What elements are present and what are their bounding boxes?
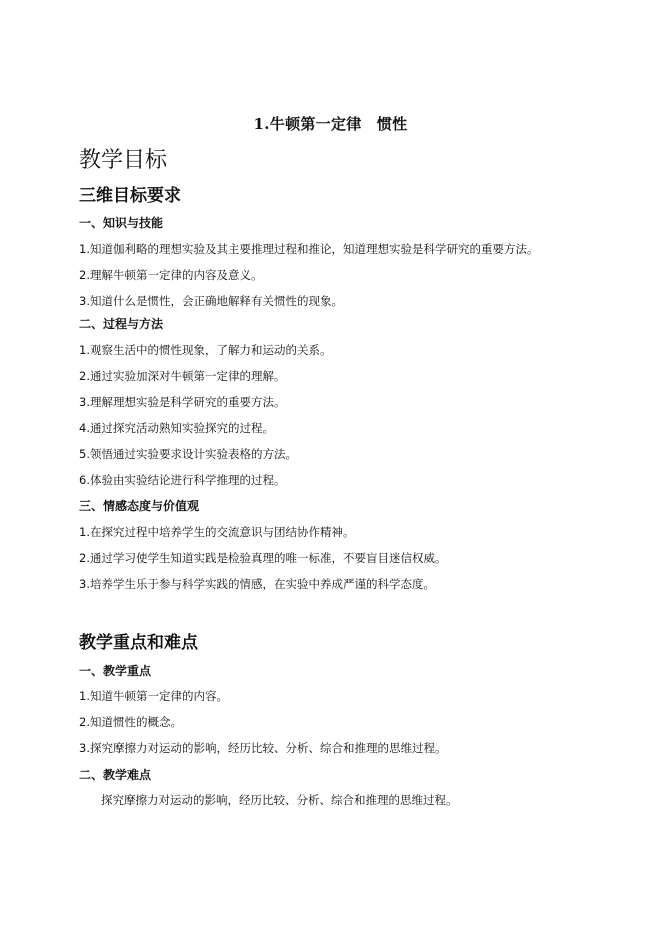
section-attitude-heading: 三、情感态度与价值观 [79,499,200,513]
list-item: 3.培养学生乐于参与科学实践的情感，在实验中养成严谨的科学态度。 [79,577,435,591]
list-item: 2.理解牛顿第一定律的内容及意义。 [79,268,263,282]
list-item: 1.观察生活中的惯性现象，了解力和运动的关系。 [79,343,332,357]
section-process-heading: 二、过程与方法 [79,317,164,331]
list-item: 1.在探究过程中培养学生的交流意识与团结协作精神。 [79,525,355,539]
list-item: 2.通过实验加深对牛顿第一定律的理解。 [79,369,286,383]
heading-three-dimensional: 三维目标要求 [79,186,181,206]
list-item: 2.通过学习使学生知道实践是检验真理的唯一标准，不要盲目迷信权威。 [79,551,447,565]
list-item: 探究摩擦力对运动的影响，经历比较、分析、综合和推理的思维过程。 [101,793,458,807]
list-item: 3.探究摩擦力对运动的影响，经历比较、分析、综合和推理的思维过程。 [79,741,447,755]
list-item: 3.理解理想实验是科学研究的重要方法。 [79,395,286,409]
list-item: 3.知道什么是惯性，会正确地解释有关惯性的现象。 [79,294,343,308]
list-item: 4.通过探究活动熟知实验探究的过程。 [79,421,274,435]
section-difficulty-heading: 二、教学难点 [79,768,152,782]
heading-objectives: 教学目标 [79,148,168,173]
section-key-heading: 一、教学重点 [79,664,152,678]
list-item: 6.体验由实验结论进行科学推理的过程。 [79,473,286,487]
list-item: 2.知道惯性的概念。 [79,715,182,729]
section-knowledge-heading: 一、知识与技能 [79,216,164,230]
list-item: 5.领悟通过实验要求设计实验表格的方法。 [79,447,297,461]
page-title: 1.牛顿第一定律 惯性 [253,115,408,133]
list-item: 1.知道伽利略的理想实验及其主要推理过程和推论，知道理想实验是科学研究的重要方法。 [79,242,539,256]
heading-key-points: 教学重点和难点 [79,633,198,653]
list-item: 1.知道牛顿第一定律的内容。 [79,689,228,703]
